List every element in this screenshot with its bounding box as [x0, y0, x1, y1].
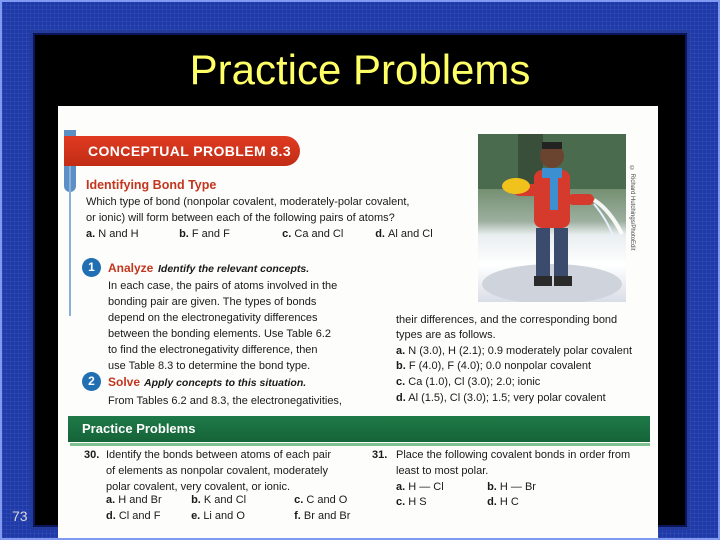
answer-intro-line-1: their differences, and the corresponding bond: [396, 314, 618, 326]
problem-30-line-3: polar covalent, very covalent, or ionic.: [106, 481, 291, 493]
problem-question-line-2: or ionic) will form between each of the following pairs of atoms?: [86, 212, 395, 224]
slide-title: Practice Problems: [189, 46, 531, 93]
textbook-page-image: [58, 106, 658, 538]
step-1-circle: 1: [82, 258, 101, 277]
problem-30-option-b: b. K and Cl: [191, 494, 247, 506]
practice-problems-underline: [70, 443, 650, 446]
slide-number: 73: [12, 508, 28, 524]
option-c: c. Ca and Cl: [282, 228, 344, 240]
problem-30-line-1: Identify the bonds between atoms of each pair: [106, 449, 332, 461]
problem-30-line-2: of elements as nonpolar covalent, moderately: [106, 465, 328, 477]
section-tab-line: [69, 166, 71, 316]
problem-30-option-e: e. Li and O: [191, 510, 245, 522]
answer-b: b. F (4.0), F (4.0); 0.0 nonpolar covalent: [396, 360, 592, 372]
problem-30-option-f: f. Br and Br: [294, 510, 351, 522]
question-options: [86, 227, 465, 242]
option-b: b. F and F: [179, 228, 230, 240]
problem-30-option-a: a. H and Br: [106, 494, 162, 506]
step-1-line-5: to find the electronegativity difference, then: [108, 344, 318, 356]
option-d: d. Al and Cl: [375, 228, 433, 240]
photo-salt-spreading: [478, 134, 626, 302]
option-a: a. N and H: [86, 228, 139, 240]
problem-31-option-b: b. H — Br: [487, 481, 536, 493]
step-1-subtitle: Identify the relevant concepts.: [158, 263, 310, 275]
problem-30-options-row-1: [106, 493, 384, 508]
problem-31-option-c: c. H S: [396, 496, 427, 508]
step-1-line-2: bonding pair are given. The types of bonds: [108, 296, 317, 308]
problem-31-options-row-1: [396, 480, 577, 495]
step-2-subtitle: Apply concepts to this situation.: [144, 377, 307, 389]
step-2-line-1: From Tables 6.2 and 8.3, the electronegativities,: [108, 395, 342, 407]
problem-31-line-1: Place the following covalent bonds in order from: [396, 449, 631, 461]
problem-heading: Identifying Bond Type: [86, 178, 217, 192]
problem-31-option-a: a. H — Cl: [396, 481, 444, 493]
problem-question-line-1: Which type of bond (nonpolar covalent, moderately-polar covalent,: [86, 196, 410, 208]
step-1-line-4: between the bonding elements. Use Table 6.2: [108, 328, 332, 340]
problem-30-options-row-2: [106, 509, 384, 524]
problem-31-option-d: d. H C: [487, 496, 519, 508]
step-1-line-3: depend on the electronegativity differences: [108, 312, 318, 324]
photo-credit: © Richard Hutchings/PhotoEdit: [629, 166, 635, 251]
problem-30-option-c: c. C and O: [294, 494, 348, 506]
conceptual-problem-title: CONCEPTUAL PROBLEM 8.3: [88, 143, 292, 159]
step-2-label: Solve: [108, 375, 141, 389]
step-1-line-1: In each case, the pairs of atoms involved in the: [108, 280, 338, 292]
problem-31-number: 31.: [372, 449, 388, 461]
problem-31-options-row-2: [396, 495, 577, 510]
step-1-line-6: use Table 8.3 to determine the bond type.: [108, 360, 311, 372]
answer-a: a. N (3.0), H (2.1); 0.9 moderately polar covalent: [396, 345, 633, 357]
step-1-label: Analyze: [108, 261, 154, 275]
problem-31-line-2: least to most polar.: [396, 465, 489, 477]
answer-intro-line-2: types are as follows.: [396, 329, 496, 341]
problem-30-option-d: d. Cl and F: [106, 510, 161, 522]
step-2-circle: 2: [82, 372, 101, 391]
practice-problems-header: Practice Problems: [82, 421, 196, 436]
problem-30-number: 30.: [84, 449, 100, 461]
answer-c: c. Ca (1.0), Cl (3.0); 2.0; ionic: [396, 376, 541, 388]
answer-d: d. Al (1.5), Cl (3.0); 1.5; very polar covalent: [396, 392, 606, 404]
